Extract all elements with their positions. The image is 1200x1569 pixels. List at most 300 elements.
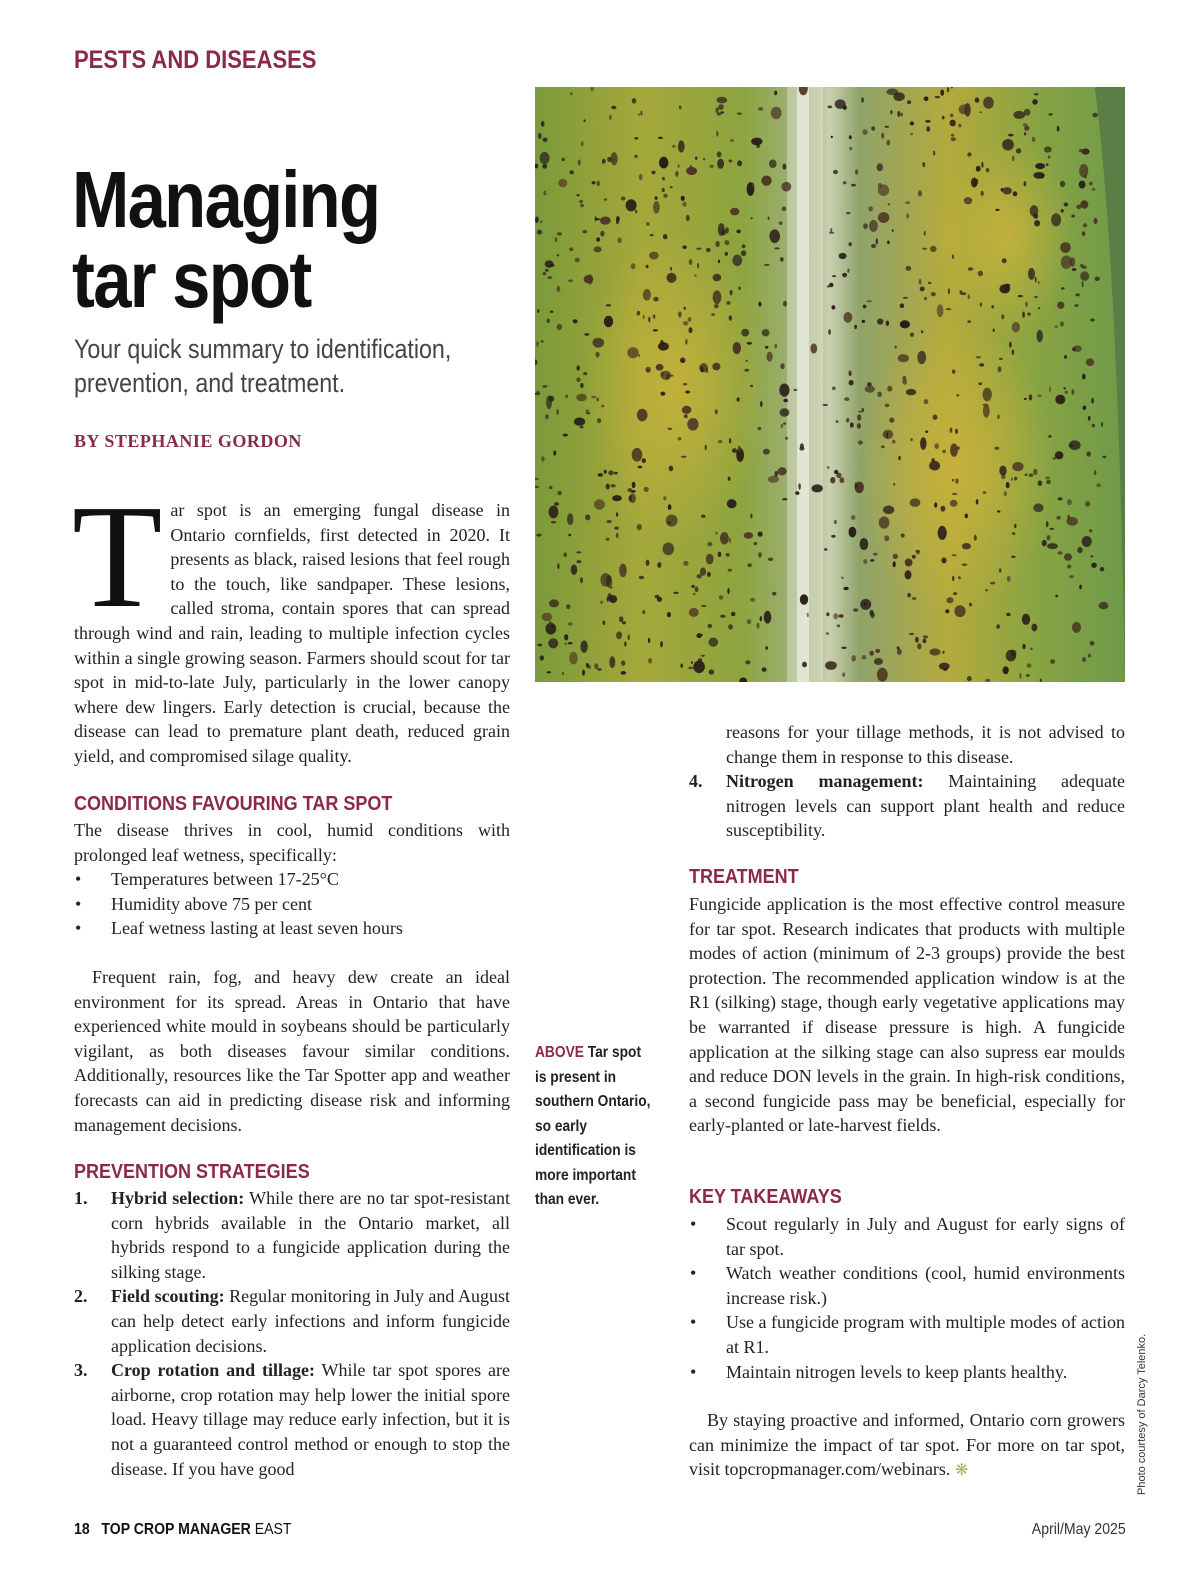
tar-spot-lesion [1079, 181, 1086, 189]
tar-spot-lesion [701, 515, 705, 518]
tar-spot-lesion [611, 484, 616, 487]
tar-spot-lesion [711, 313, 715, 315]
tar-spot-lesion [1063, 387, 1066, 389]
tar-spot-lesion [697, 263, 699, 268]
tar-spot-lesion [831, 535, 835, 538]
tar-spot-lesion [925, 120, 930, 123]
tar-spot-lesion [952, 493, 958, 495]
tar-spot-lesion [802, 662, 807, 668]
tar-spot-lesion [549, 486, 553, 489]
tar-spot-lesion [758, 552, 762, 558]
tar-spot-lesion [909, 633, 914, 635]
tar-spot-lesion [983, 97, 994, 109]
tar-spot-lesion [844, 397, 849, 401]
tar-spot-lesion [638, 114, 640, 116]
tar-spot-lesion [1079, 149, 1084, 152]
tar-spot-lesion [950, 443, 958, 456]
tar-spot-lesion [536, 534, 541, 537]
tar-spot-lesion [672, 145, 676, 148]
tar-spot-lesion [953, 592, 957, 595]
tar-spot-lesion [1031, 624, 1037, 632]
tar-spot-lesion [751, 513, 753, 518]
tar-spot-lesion [669, 466, 674, 472]
tar-spot-lesion [741, 329, 749, 337]
tar-spot-lesion [956, 394, 959, 397]
tar-spot-lesion [940, 506, 945, 512]
tar-spot-lesion [878, 212, 889, 223]
tar-spot-lesion [838, 614, 843, 617]
tar-spot-lesion [950, 500, 958, 507]
tar-spot-lesion [763, 449, 770, 455]
tar-spot-lesion [1023, 123, 1027, 126]
tar-spot-lesion [954, 605, 965, 617]
tar-spot-lesion [783, 422, 786, 424]
tar-spot-lesion [718, 260, 720, 264]
tar-spot-lesion [542, 613, 553, 621]
tar-spot-lesion [540, 655, 544, 660]
tar-spot-lesion [800, 594, 808, 605]
tar-spot-lesion [1033, 503, 1043, 512]
tar-spot-lesion [1057, 551, 1062, 554]
tar-spot-lesion [569, 170, 574, 174]
tar-spot-lesion [1040, 679, 1042, 683]
tar-spot-lesion [730, 290, 733, 296]
tar-spot-lesion [567, 513, 573, 525]
tar-spot-lesion [976, 166, 981, 172]
tar-spot-lesion [708, 624, 713, 628]
tar-spot-lesion [946, 597, 953, 603]
tar-spot-lesion [619, 564, 627, 578]
tar-spot-lesion [983, 388, 992, 402]
tar-spot-lesion [1096, 483, 1100, 487]
tar-spot-lesion [604, 316, 613, 327]
tar-spot-lesion [1091, 398, 1094, 404]
tar-spot-lesion [785, 437, 788, 440]
tar-spot-lesion [772, 592, 776, 596]
tar-spot-lesion [851, 515, 855, 520]
tar-spot-lesion [940, 89, 944, 95]
tar-spot-lesion [960, 290, 963, 294]
tar-spot-lesion [680, 358, 685, 364]
tar-spot-lesion [738, 287, 740, 290]
tar-spot-lesion [609, 115, 612, 120]
tar-spot-lesion [667, 273, 677, 283]
tar-spot-lesion [627, 347, 638, 358]
tar-spot-lesion [709, 165, 713, 168]
tar-spot-lesion [547, 319, 550, 324]
list-item: 4. Nitrogen management: Maintaining adequate nitrogen levels can support plant health and reduce susceptibility. [689, 771, 1125, 841]
tar-spot-lesion [668, 504, 672, 510]
tar-spot-lesion [950, 427, 953, 433]
tar-spot-lesion [564, 552, 567, 557]
tar-spot-lesion [653, 297, 658, 302]
tar-spot-lesion [580, 577, 583, 583]
tar-spot-lesion [863, 223, 868, 229]
tar-spot-lesion [855, 169, 858, 174]
tar-spot-lesion [885, 126, 890, 128]
tar-spot-lesion [921, 330, 923, 333]
tar-spot-lesion [603, 621, 606, 625]
tar-spot-lesion [778, 467, 787, 475]
tar-spot-lesion [632, 98, 637, 104]
tar-spot-lesion [1014, 524, 1016, 528]
tar-spot-lesion [598, 473, 603, 477]
tar-spot-lesion [591, 396, 596, 398]
tar-spot-lesion [1035, 277, 1037, 283]
tar-spot-lesion [655, 595, 660, 599]
tar-spot-lesion [997, 510, 1000, 512]
tar-spot-lesion [1060, 242, 1071, 253]
tar-spot-lesion [649, 252, 659, 260]
tar-spot-lesion [600, 601, 603, 604]
tar-spot-lesion [562, 672, 564, 676]
tar-spot-lesion [1057, 126, 1060, 132]
intro-paragraph [72, 475, 510, 769]
tar-spot-lesion [691, 661, 693, 664]
tar-spot-lesion [681, 196, 685, 201]
tar-spot-lesion [883, 506, 894, 515]
tar-spot-lesion [826, 632, 829, 634]
tar-spot-lesion [721, 111, 724, 113]
tar-spot-lesion [557, 491, 562, 496]
tar-spot-lesion [616, 216, 620, 222]
tar-spot-lesion [903, 297, 908, 299]
tar-spot-lesion [691, 585, 695, 588]
tar-spot-lesion [1024, 398, 1027, 400]
tar-spot-lesion [1032, 137, 1036, 142]
tar-spot-lesion [942, 651, 944, 654]
closing-paragraph: By staying proactive and informed, Ontario corn growers can minimize the impact of tar spot. For more on tar spot, visit topcropmanager.com/webinars. ❋ [689, 1410, 1125, 1480]
prevention-list-continued [689, 769, 1125, 843]
tar-spot-lesion [682, 202, 686, 207]
tar-spot-lesion [635, 210, 637, 214]
tar-spot-lesion [990, 582, 995, 585]
tar-spot-lesion [738, 446, 741, 452]
tar-spot-lesion [774, 247, 779, 249]
tar-spot-lesion [747, 619, 752, 624]
tar-spot-lesion [1029, 473, 1034, 477]
tar-spot-lesion [870, 559, 875, 562]
tar-spot-lesion [1057, 302, 1064, 309]
tar-spot-lesion [1034, 296, 1038, 298]
section-tag: PESTS AND DISEASES [74, 46, 317, 74]
conditions-paragraph: Frequent rain, fog, and heavy dew create an ideal environment for its spread. Areas in Ontario that have experienced white mould in soybeans should be particularly vigilant, as both diseases favour similar conditions. Additionally, resources like the Tar Spotter app and weather forecasts can aid in predicting disease risk and informing management decisions. [74, 966, 510, 1135]
tar-spot-lesion [1001, 314, 1004, 319]
tar-spot-lesion [1082, 657, 1086, 662]
tar-spot-lesion [1011, 556, 1016, 558]
tar-spot-lesion [601, 405, 604, 408]
tar-spot-lesion [1102, 456, 1106, 459]
tar-spot-lesion [1100, 567, 1105, 571]
tar-spot-lesion [682, 406, 692, 414]
tar-spot-lesion [910, 121, 914, 125]
tar-spot-lesion [938, 526, 947, 540]
tar-spot-lesion [600, 217, 611, 225]
tar-spot-lesion [1013, 191, 1018, 196]
tar-spot-lesion [849, 370, 852, 376]
tar-spot-lesion [642, 610, 645, 614]
tar-spot-lesion [600, 231, 604, 237]
tar-spot-lesion [750, 598, 755, 602]
tar-spot-lesion [564, 634, 568, 640]
tar-spot-lesion [566, 604, 570, 609]
tar-spot-lesion [621, 197, 626, 201]
tar-spot-lesion [850, 422, 854, 428]
tar-spot-lesion [1090, 319, 1095, 322]
tar-spot-lesion [715, 532, 717, 535]
tar-spot-lesion [558, 179, 567, 188]
tar-spot-lesion [545, 414, 549, 419]
article-title: Managing tar spot [72, 155, 380, 324]
tar-spot-lesion [1024, 109, 1031, 116]
tar-spot-lesion [964, 103, 971, 117]
tar-spot-lesion [853, 608, 858, 612]
tar-spot-lesion [1050, 528, 1055, 530]
tar-spot-lesion [849, 380, 854, 385]
tar-spot-lesion [619, 616, 623, 622]
conditions-lead: The disease thrives in cool, humid conditions with prolonged leaf wetness, specifically: [74, 820, 510, 865]
tar-spot-lesion [887, 140, 890, 146]
tar-spot-lesion [556, 409, 558, 415]
tar-spot-lesion [910, 498, 921, 507]
tar-spot-lesion [678, 311, 682, 317]
tar-spot-lesion [1016, 148, 1021, 153]
tar-spot-lesion [688, 667, 693, 670]
tar-spot-lesion [612, 495, 622, 501]
tar-spot-lesion [907, 100, 911, 104]
tar-spot-lesion [767, 352, 773, 362]
tar-spot-lesion [929, 461, 940, 471]
tar-spot-lesion [621, 660, 625, 665]
tar-spot-lesion [747, 563, 751, 567]
treatment-paragraph [689, 892, 1125, 1138]
tar-spot-lesion [1067, 499, 1072, 505]
tar-spot-lesion [535, 217, 539, 223]
photo-credit: Photo courtesy of Darcy Telenko. [1136, 1333, 1148, 1495]
tar-spot-leaf-image [535, 87, 1125, 682]
tar-spot-lesion [1002, 139, 1014, 150]
tar-spot-lesion [681, 456, 686, 458]
tar-spot-lesion [1069, 575, 1074, 578]
caption-lead: ABOVE [535, 1044, 584, 1061]
tar-spot-lesion [582, 669, 585, 675]
tar-spot-lesion [967, 320, 971, 323]
tar-spot-lesion [865, 386, 875, 393]
tar-spot-lesion [688, 317, 692, 321]
tar-spot-lesion [718, 552, 722, 557]
tar-spot-lesion [595, 218, 600, 220]
tar-spot-lesion [637, 311, 640, 316]
tar-spot-lesion [540, 220, 542, 223]
tar-spot-lesion [976, 356, 981, 358]
tar-spot-lesion [846, 418, 849, 423]
tar-spot-lesion [917, 643, 921, 649]
tar-spot-lesion [596, 237, 600, 241]
tar-spot-lesion [887, 241, 890, 245]
tar-spot-lesion [760, 401, 763, 407]
tar-spot-lesion [895, 346, 897, 349]
tar-spot-lesion [923, 639, 927, 644]
tar-spot-lesion [939, 663, 950, 670]
tar-spot-lesion [609, 656, 615, 668]
tar-spot-lesion [604, 470, 607, 474]
tar-spot-lesion [646, 265, 649, 269]
tar-spot-lesion [1090, 555, 1093, 557]
tar-spot-lesion [673, 592, 679, 594]
tar-spot-lesion [553, 450, 556, 455]
tar-spot-lesion [1091, 563, 1097, 568]
tar-spot-lesion [594, 663, 598, 669]
tar-spot-lesion [919, 279, 922, 285]
tar-spot-lesion [555, 237, 557, 242]
tar-spot-lesion [1018, 295, 1023, 297]
tar-spot-lesion [1099, 602, 1109, 609]
tar-spot-lesion [706, 248, 711, 252]
tar-spot-lesion [897, 649, 902, 655]
tar-spot-lesion [976, 499, 979, 505]
prevention-section [74, 1186, 510, 1481]
tar-spot-lesion [547, 671, 551, 673]
tar-spot-lesion [910, 333, 914, 337]
tar-spot-lesion [968, 294, 970, 299]
tar-spot-lesion [1003, 666, 1009, 674]
tar-spot-lesion [890, 110, 892, 114]
tar-spot-lesion [596, 398, 599, 402]
tar-spot-lesion [569, 247, 573, 251]
tar-spot-lesion [595, 352, 599, 358]
tar-spot-lesion [841, 647, 846, 649]
tar-spot-lesion [906, 266, 912, 271]
tar-spot-lesion [952, 370, 955, 374]
tar-spot-lesion [538, 133, 542, 139]
tar-spot-lesion [1051, 213, 1061, 226]
tar-spot-lesion [996, 624, 1000, 628]
tar-spot-lesion [834, 520, 837, 524]
tar-spot-lesion [769, 229, 780, 243]
tar-spot-lesion [841, 577, 843, 580]
tar-spot-lesion [910, 133, 913, 135]
tar-spot-lesion [878, 183, 882, 188]
tar-spot-lesion [886, 432, 888, 438]
caption-text: Tar spot is present in southern Ontario, so early identification is more important than ever. [535, 1044, 651, 1208]
tar-spot-lesion [609, 595, 617, 603]
tar-spot-lesion [764, 611, 772, 624]
tar-spot-lesion [580, 426, 584, 429]
tar-spot-lesion [1071, 215, 1075, 218]
tar-spot-lesion [758, 302, 761, 307]
tar-spot-lesion [874, 658, 883, 665]
tar-spot-lesion [1082, 374, 1086, 380]
tar-spot-lesion [922, 248, 927, 250]
tar-spot-lesion [1060, 181, 1065, 187]
tar-spot-lesion [981, 191, 984, 196]
tar-spot-lesion [720, 615, 726, 618]
tar-spot-lesion [675, 171, 678, 177]
tar-spot-lesion [1026, 302, 1028, 307]
tar-spot-lesion [592, 181, 596, 184]
prevention-continued [689, 720, 1125, 843]
tar-spot-lesion [1012, 156, 1015, 162]
tar-spot-lesion [844, 312, 853, 323]
tar-spot-lesion [611, 106, 616, 109]
tar-spot-lesion [828, 106, 833, 109]
tar-spot-lesion [1055, 595, 1058, 598]
tar-spot-lesion [1030, 648, 1033, 651]
tar-spot-lesion [557, 563, 559, 569]
tar-spot-lesion [537, 309, 539, 313]
tar-spot-lesion [897, 111, 900, 117]
tar-spot-lesion [1056, 516, 1060, 520]
tar-spot-lesion [742, 244, 746, 248]
tar-spot-lesion [578, 159, 581, 165]
tar-spot-lesion [779, 221, 783, 225]
tar-spot-lesion [1008, 134, 1013, 137]
tar-spot-lesion [576, 551, 582, 553]
tar-spot-lesion [751, 138, 762, 146]
tar-spot-lesion [661, 392, 666, 396]
tar-spot-lesion [916, 550, 920, 555]
tar-spot-lesion [955, 478, 958, 484]
tar-spot-lesion [719, 595, 724, 599]
tar-spot-lesion [747, 342, 753, 345]
tar-spot-lesion [1083, 406, 1087, 410]
tar-spot-lesion [1086, 358, 1094, 366]
tar-spot-lesion [536, 391, 540, 396]
tar-spot-lesion [952, 255, 954, 259]
tar-spot-lesion [1080, 200, 1088, 208]
tar-spot-lesion [586, 412, 591, 414]
tar-spot-lesion [901, 534, 905, 538]
tar-spot-lesion [1032, 99, 1037, 105]
tar-spot-lesion [1061, 209, 1064, 213]
tar-spot-lesion [729, 538, 731, 544]
tar-spot-lesion [983, 404, 990, 418]
tar-spot-lesion [720, 532, 729, 544]
tar-spot-lesion [1019, 673, 1021, 679]
tar-spot-lesion [1064, 553, 1072, 561]
tar-spot-lesion [585, 514, 590, 520]
tar-spot-lesion [643, 289, 651, 301]
tar-spot-lesion [536, 341, 538, 347]
tar-spot-lesion [1049, 386, 1051, 392]
tar-spot-lesion [1027, 663, 1032, 667]
tar-spot-lesion [541, 456, 544, 461]
conditions-section [74, 818, 510, 1137]
tar-spot-lesion [799, 447, 804, 451]
tar-spot-lesion [888, 203, 891, 205]
tar-spot-lesion [681, 664, 683, 668]
tar-spot-lesion [1085, 501, 1090, 507]
tar-spot-lesion [699, 363, 708, 372]
tar-spot-lesion [1082, 281, 1084, 287]
tar-spot-lesion [926, 126, 930, 132]
page-number: 18 [74, 1521, 90, 1538]
tar-spot-lesion [549, 264, 555, 267]
tar-spot-lesion [1090, 641, 1094, 646]
tar-spot-lesion [709, 669, 715, 674]
tar-spot-lesion [924, 297, 927, 300]
tar-spot-lesion [1024, 126, 1029, 131]
tar-spot-lesion [705, 445, 707, 450]
tar-spot-lesion [611, 152, 618, 165]
tar-spot-lesion [934, 443, 939, 449]
tar-spot-lesion [678, 437, 682, 440]
tar-spot-lesion [999, 358, 1003, 360]
tar-spot-lesion [549, 506, 559, 519]
maple-leaf-icon: ❋ [954, 1462, 969, 1480]
tar-spot-lesion [923, 635, 928, 638]
tar-spot-lesion [606, 520, 611, 523]
